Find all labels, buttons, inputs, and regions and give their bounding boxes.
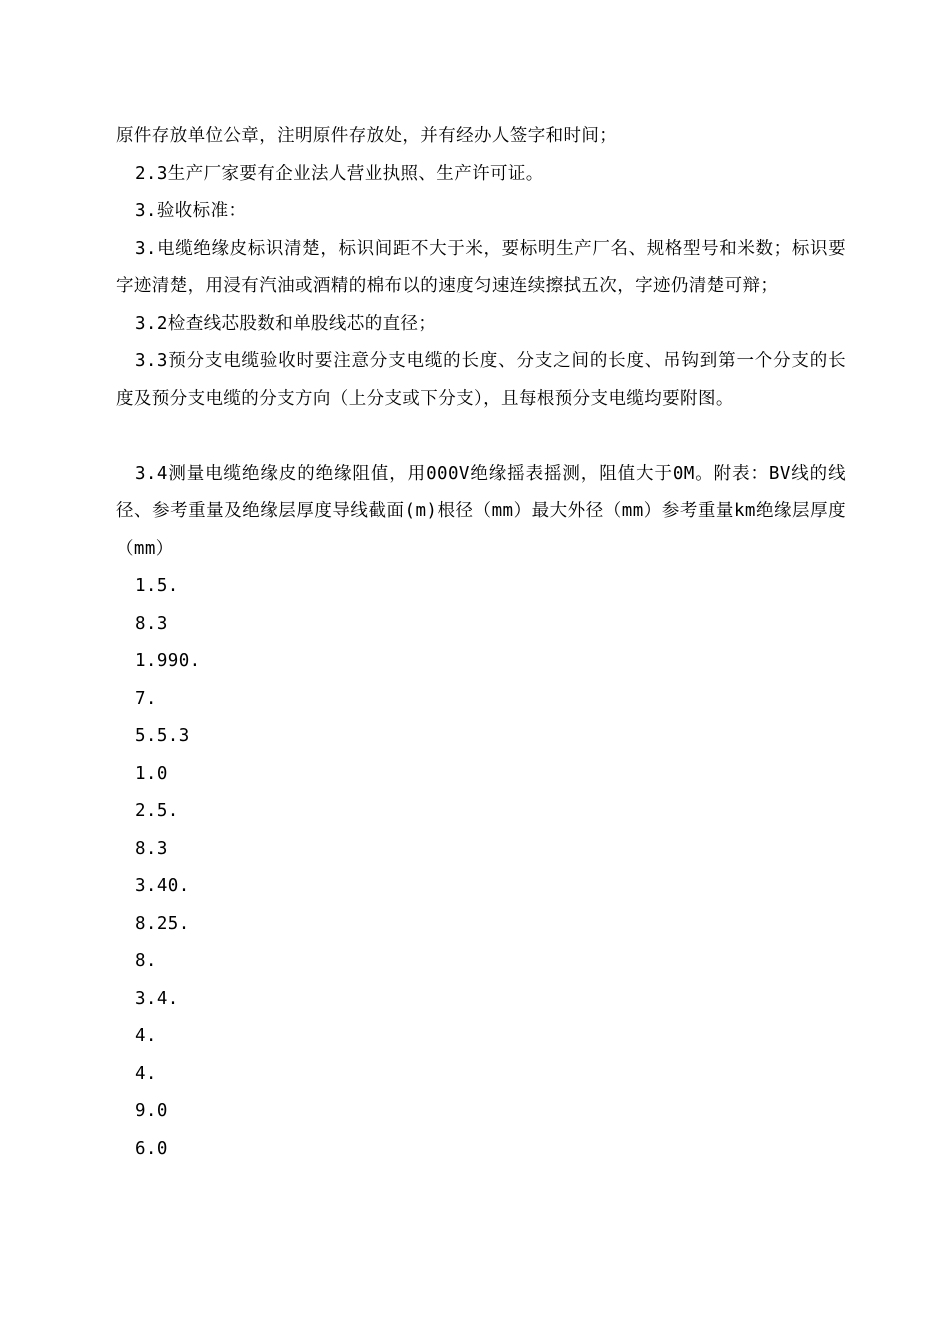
list-item: 8.3 [135, 838, 168, 859]
paragraph-3-4-insulation-resistance: 3.4测量电缆绝缘皮的绝缘阻值，用000V绝缘摇表摇测，阻值大于0M。附表：BV线的线径、参考重量及绝缘层厚度导线截面(m)根径（mm）最大外径（mm）参考重量km绝缘层厚度（mm） [116, 463, 846, 559]
document-body [116, 118, 846, 1168]
list-item: 6.0 [135, 1138, 168, 1159]
list-item: 4. [135, 1063, 157, 1084]
list-item: 3.4. [135, 988, 179, 1009]
paragraph-2-3-manufacturer: 2.3生产厂家要有企业法人营业执照、生产许可证。 [135, 163, 544, 184]
paragraph-spacer [116, 418, 846, 456]
list-item: 8.25. [135, 913, 190, 934]
paragraph-original-storage: 原件存放单位公章，注明原件存放处，并有经办人签字和时间； [116, 126, 618, 146]
list-item: 2.5. [135, 801, 179, 821]
list-item: 3.40. [135, 876, 190, 896]
heading-acceptance-standard: 3.验收标准： [135, 201, 247, 221]
list-item: 1.5. [135, 576, 179, 596]
list-item: 9.0 [135, 1101, 168, 1121]
paragraph-3-3-branch-cable: 3.3预分支电缆验收时要注意分支电缆的长度、分支之间的长度、吊钩到第一个分支的长度及预分支电缆的分支方向（上分支或下分支），且每根预分支电缆均要附图。 [116, 351, 846, 409]
list-item: 1.990. [135, 651, 201, 671]
list-item: 8. [135, 951, 157, 971]
value-list [116, 568, 846, 1168]
paragraph-3-insulation-marking: 3.电缆绝缘皮标识清楚，标识间距不大于米，要标明生产厂名、规格型号和米数；标识要字迹清楚，用浸有汽油或酒精的棉布以的速度匀速连续擦拭五次，字迹仍清楚可辩； [116, 238, 846, 296]
list-item: 8.3 [135, 613, 168, 634]
list-item: 5.5.3 [135, 726, 190, 746]
list-item: 7. [135, 688, 157, 709]
list-item: 4. [135, 1026, 157, 1046]
list-item: 1.0 [135, 763, 168, 784]
paragraph-3-2-core-check: 3.2检查线芯股数和单股线芯的直径； [135, 313, 437, 334]
